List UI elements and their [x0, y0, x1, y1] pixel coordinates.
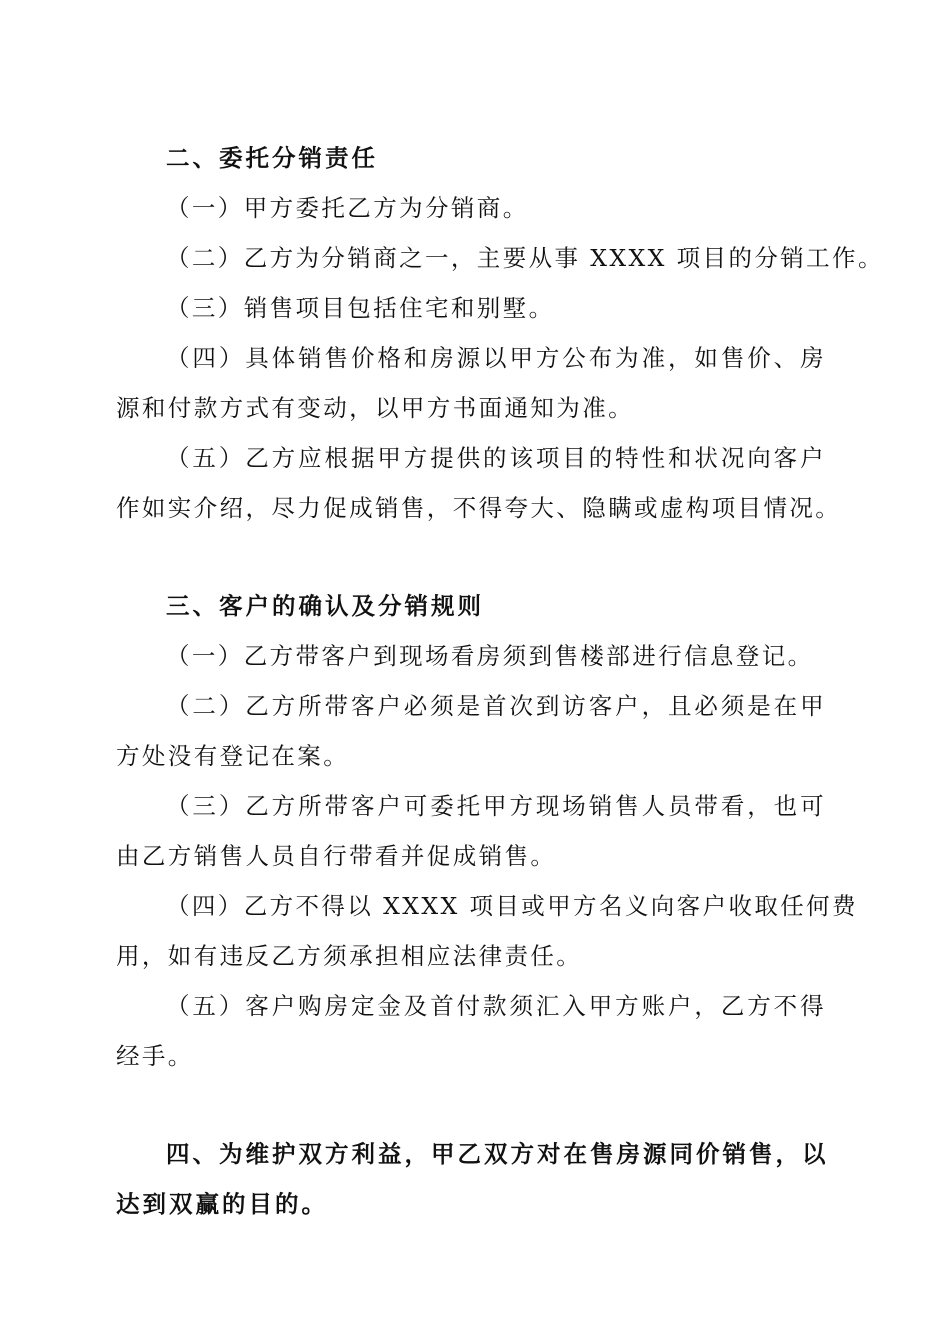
section-2-item-5-line-2: 作如实介绍，尽力促成销售，不得夸大、隐瞒或虚构项目情况。: [116, 494, 842, 522]
section-3-item-3-line-2: 由乙方销售人员自行带看并促成销售。: [116, 842, 557, 870]
section-2-heading: 二、委托分销责任: [166, 144, 378, 172]
section-3-item-4-line-2: 用，如有违反乙方须承担相应法律责任。: [116, 942, 583, 970]
section-2-item-2: （二）乙方为分销商之一，主要从事 XXXX 项目的分销工作。: [166, 244, 884, 272]
section-2-item-1: （一）甲方委托乙方为分销商。: [166, 194, 529, 222]
section-3-item-4-line-1: （四）乙方不得以 XXXX 项目或甲方名义向客户收取任何费: [166, 892, 858, 920]
section-2-item-4-line-2: 源和付款方式有变动，以甲方书面通知为准。: [116, 394, 634, 422]
section-4-heading-line-1: 四、为维护双方利益，甲乙双方对在售房源同价销售，以: [166, 1140, 829, 1168]
section-3-heading: 三、客户的确认及分销规则: [166, 592, 484, 620]
section-2-item-3: （三）销售项目包括住宅和别墅。: [166, 294, 555, 322]
section-3-item-5-line-2: 经手。: [116, 1042, 194, 1070]
section-4-heading-line-2: 达到双赢的目的。: [116, 1190, 328, 1218]
section-3-item-2-line-1: （二）乙方所带客户必须是首次到访客户，且必须是在甲: [166, 692, 826, 720]
section-3-item-3-line-1: （三）乙方所带客户可委托甲方现场销售人员带看，也可: [166, 792, 826, 820]
section-3-item-5-line-1: （五）客户购房定金及首付款须汇入甲方账户，乙方不得: [166, 992, 826, 1020]
section-3-item-2-line-2: 方处没有登记在案。: [116, 742, 350, 770]
section-2-item-5-line-1: （五）乙方应根据甲方提供的该项目的特性和状况向客户: [166, 444, 826, 472]
section-3-item-1: （一）乙方带客户到现场看房须到售楼部进行信息登记。: [166, 642, 814, 670]
section-2-item-4-line-1: （四）具体销售价格和房源以甲方公布为准，如售价、房: [166, 344, 826, 372]
